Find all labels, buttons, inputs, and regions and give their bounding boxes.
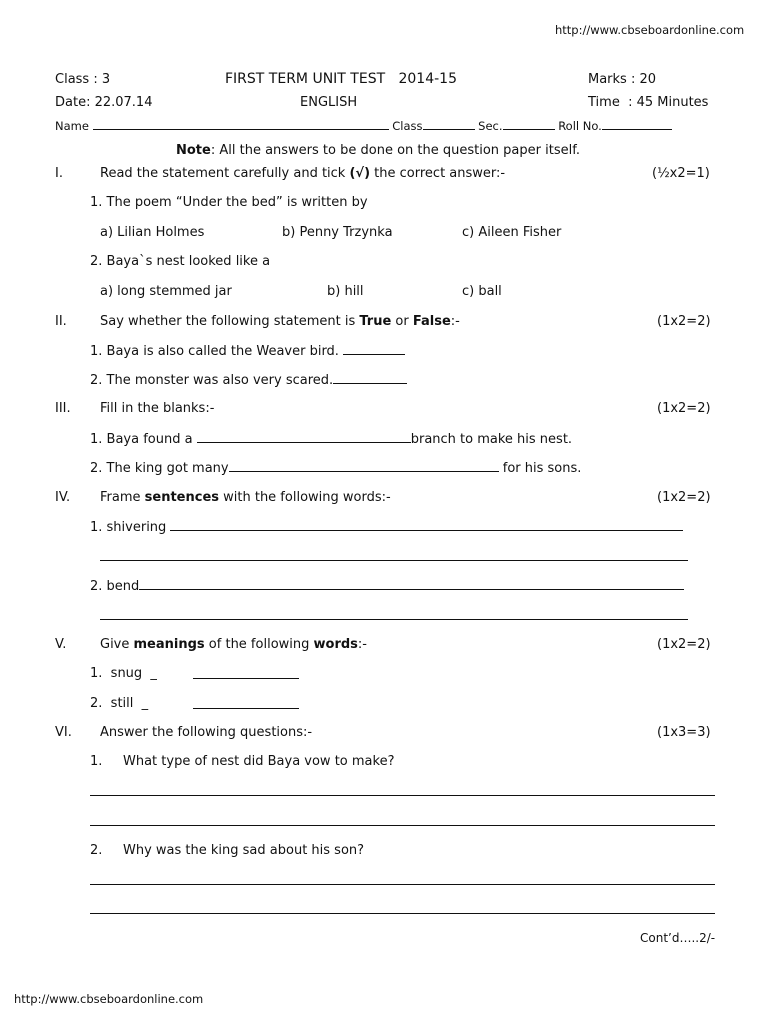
- name-label: Name: [55, 119, 89, 133]
- s1-q1-option-a[interactable]: a) Lilian Holmes: [100, 225, 205, 240]
- instruction-text-mid: of the following: [204, 637, 314, 652]
- section-3-title: Fill in the blanks:-: [100, 401, 215, 416]
- subject-label: ENGLISH: [300, 95, 358, 110]
- note-bold: Note: [176, 143, 211, 158]
- sec-field-label: Sec.: [478, 119, 503, 133]
- date-label: Date: 22.07.14: [55, 95, 153, 110]
- s2-question-1: [90, 343, 405, 359]
- instruction-text: Say whether the following statement is: [100, 314, 360, 329]
- instruction-text-end: :-: [357, 637, 367, 652]
- continued-label: Cont’d…..2/-: [640, 931, 716, 945]
- s4-word-1-line[interactable]: [170, 519, 683, 531]
- s6-q1-number: 1.: [90, 754, 103, 769]
- section-3-marks: (1x2=2): [657, 401, 711, 416]
- top-url[interactable]: http://www.cbseboardonline.com: [555, 23, 745, 37]
- s4-word-2: [90, 578, 684, 594]
- time-label: Time : 45 Minutes: [588, 95, 709, 110]
- instruction-text: Give: [100, 637, 134, 652]
- s3-q1-post: branch to make his nest.: [410, 432, 573, 447]
- instruction-text-end: with the following words:-: [219, 490, 391, 505]
- s3-q1-blank[interactable]: [197, 431, 411, 443]
- true-word: True: [359, 314, 392, 329]
- section-1-number: I.: [55, 166, 63, 181]
- roll-field[interactable]: [602, 118, 672, 130]
- s1-q1-option-c[interactable]: c) Aileen Fisher: [462, 225, 562, 240]
- s2-q1-text: 1. Baya is also called the Weaver bird.: [90, 344, 344, 359]
- s2-q1-answer-blank[interactable]: [343, 343, 405, 355]
- s2-q2-answer-blank[interactable]: [333, 372, 407, 384]
- section-2-instruction: [100, 314, 460, 329]
- s1-question-1: 1. The poem “Under the bed” is written by: [90, 195, 368, 210]
- s5-word-2: 2. still _: [90, 696, 149, 711]
- section-1-instruction: [100, 166, 505, 181]
- words-word: words: [313, 637, 358, 652]
- s1-q2-option-a[interactable]: a) long stemmed jar: [100, 284, 232, 299]
- s4-word-1: [90, 519, 683, 535]
- or-word: or: [391, 314, 413, 329]
- page-title: FIRST TERM UNIT TEST 2014-15: [225, 71, 457, 87]
- section-5-number: V.: [55, 637, 67, 652]
- sec-field[interactable]: [503, 118, 555, 130]
- section-1-marks: (½x2=1): [652, 166, 710, 181]
- s4-word-1-line-2[interactable]: [100, 560, 688, 561]
- instruction-text-end: :-: [450, 314, 460, 329]
- s3-question-2: [90, 460, 581, 476]
- section-5-marks: (1x2=2): [657, 637, 711, 652]
- instruction-text: Frame: [100, 490, 145, 505]
- s4-word-2-line[interactable]: [139, 578, 684, 590]
- s6-q2-answer-line-2[interactable]: [90, 913, 715, 914]
- class-label: Class : 3: [55, 72, 111, 87]
- s2-q2-text: 2. The monster was also very scared.: [90, 373, 334, 388]
- s3-q2-pre: 2. The king got many: [90, 461, 229, 476]
- name-field[interactable]: [93, 118, 389, 130]
- s6-question-2: Why was the king sad about his son?: [123, 843, 365, 858]
- bottom-url[interactable]: http://www.cbseboardonline.com: [14, 992, 204, 1006]
- s5-word-1: 1. snug _: [90, 666, 157, 681]
- false-word: False: [412, 314, 451, 329]
- class-field-label: Class: [392, 119, 423, 133]
- section-6-title: Answer the following questions:-: [100, 725, 313, 740]
- s2-question-2: [90, 372, 407, 388]
- marks-label: Marks : 20: [588, 72, 657, 87]
- s1-q2-option-c[interactable]: c) ball: [462, 284, 502, 299]
- meanings-word: meanings: [133, 637, 205, 652]
- s5-word-2-blank[interactable]: [193, 708, 299, 709]
- section-5-instruction: [100, 637, 367, 652]
- note: [176, 143, 580, 158]
- s3-q2-post: for his sons.: [498, 461, 582, 476]
- s4-word-2-line-2[interactable]: [100, 619, 688, 620]
- section-6-marks: (1x3=3): [657, 725, 711, 740]
- s5-word-1-blank[interactable]: [193, 678, 299, 679]
- name-row: [55, 118, 672, 133]
- s1-question-2: 2. Baya`s nest looked like a: [90, 254, 271, 269]
- s6-q2-answer-line-1[interactable]: [90, 884, 715, 885]
- section-2-number: II.: [55, 314, 67, 329]
- s4-word-2-text: 2. bend: [90, 579, 140, 594]
- section-4-number: IV.: [55, 490, 71, 505]
- s1-q2-option-b[interactable]: b) hill: [327, 284, 364, 299]
- class-field[interactable]: [423, 118, 475, 130]
- section-3-number: III.: [55, 401, 71, 416]
- s6-question-1: What type of nest did Baya vow to make?: [123, 754, 395, 769]
- s6-q1-answer-line-2[interactable]: [90, 825, 715, 826]
- section-6-number: VI.: [55, 725, 72, 740]
- s3-q1-pre: 1. Baya found a: [90, 432, 197, 447]
- s6-q1-answer-line-1[interactable]: [90, 795, 715, 796]
- section-4-marks: (1x2=2): [657, 490, 711, 505]
- s3-q2-blank[interactable]: [229, 460, 499, 472]
- s4-word-1-text: 1. shivering: [90, 520, 171, 535]
- sentences-word: sentences: [144, 490, 219, 505]
- roll-field-label: Roll No.: [558, 119, 602, 133]
- section-4-instruction: [100, 490, 391, 505]
- tick-mark: (√): [349, 166, 371, 181]
- s1-q1-option-b[interactable]: b) Penny Trzynka: [282, 225, 393, 240]
- s3-question-1: [90, 431, 572, 447]
- instruction-text-end: the correct answer:-: [370, 166, 506, 181]
- note-text: : All the answers to be done on the question paper itself.: [210, 143, 580, 158]
- section-2-marks: (1x2=2): [657, 314, 711, 329]
- s6-q2-number: 2.: [90, 843, 103, 858]
- instruction-text: Read the statement carefully and tick: [100, 166, 350, 181]
